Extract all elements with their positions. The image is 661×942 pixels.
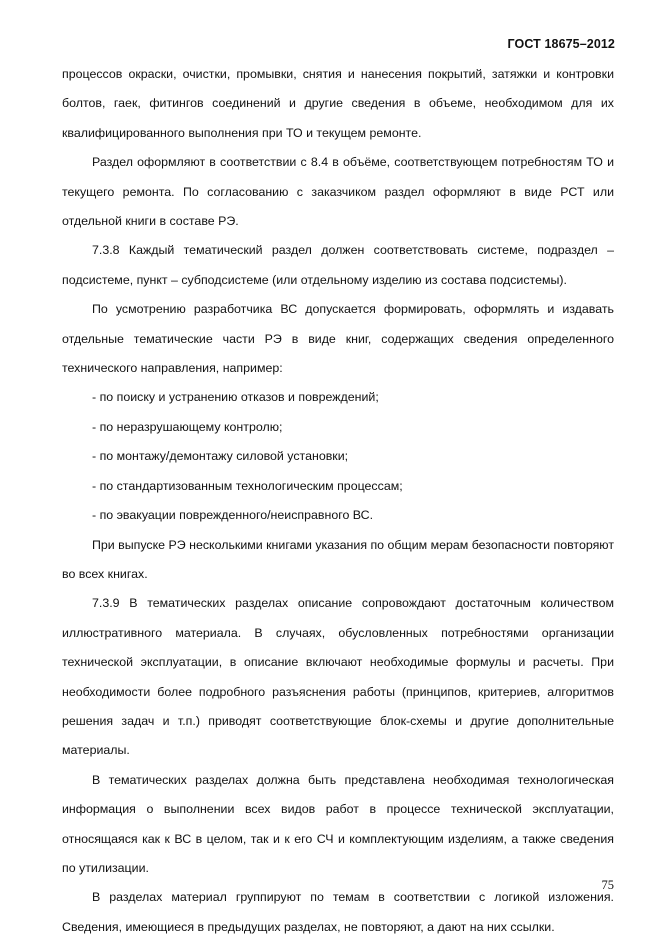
standard-number: ГОСТ 18675–2012 <box>507 37 615 51</box>
list-item: - по поиску и устранению отказов и повреждений; <box>92 390 379 405</box>
paragraph-section-format: Раздел оформляют в соответствии с 8.4 в объёме, соответствующем потребностям ТО и текущего ремонта. По согласованию с заказчиком раздел оформляют в виде РСТ или отдельной книги в составе РЭ. <box>62 155 614 229</box>
document-body <box>62 60 614 942</box>
paragraph-grouping: В разделах материал группируют по темам в соответствии с логикой изложения. Сведения, имеющиеся в предыдущих разделах, не повторяют, а дают на них ссылки. <box>62 890 614 934</box>
page-number: 75 <box>601 878 614 892</box>
list-item: - по стандартизованным технологическим процессам; <box>92 478 403 493</box>
list-item: - по эвакуации поврежденного/неисправного ВС. <box>92 508 374 523</box>
list-item: - по неразрушающему контролю; <box>92 419 283 434</box>
paragraph-technological-info: В тематических разделах должна быть представлена необходимая технологическая информация о выполнении всех видов работ в процессе технической эксплуатации, относящаяся как к ВС в целом, так и к его СЧ и комплектующим изделиям, а также сведения по утилизации. <box>62 772 614 875</box>
paragraph-continuation: процессов окраски, очистки, промывки, снятия и нанесения покрытий, затяжки и контровки болтов, гаек, фитингов соединений и другие сведения в объеме, необходимом для их квалифицированного выполнения при ТО и текущем ремонте. <box>62 67 614 140</box>
document-header <box>508 37 616 51</box>
paragraph-7-3-9: 7.3.9 В тематических разделах описание сопровождают достаточным количеством иллюстративного материала. В случаях, обусловленных потребностями организации технической эксплуатации, в описание включают необходимые формулы и расчеты. При необходимости более подробного разъяснения работы (принципов, критериев, алгоритмов решения задач и т.п.) приводят соответствующие блок-схемы и другие дополнительные материалы. <box>62 596 614 758</box>
paragraph-safety-repeat: При выпуске РЭ несколькими книгами указания по общим мерам безопасности повторяют во всех книгах. <box>62 537 614 581</box>
paragraph-developer-discretion: По усмотрению разработчика ВС допускается формировать, оформлять и издавать отдельные тематические части РЭ в виде книг, содержащих сведения определенного технического направления, например: <box>62 302 614 376</box>
paragraph-7-3-8: 7.3.8 Каждый тематический раздел должен соответствовать системе, подраздел – подсистеме, пункт – субподсистеме (или отдельному изделию из состава подсистемы). <box>62 243 614 287</box>
list-item: - по монтажу/демонтажу силовой установки; <box>92 449 349 464</box>
